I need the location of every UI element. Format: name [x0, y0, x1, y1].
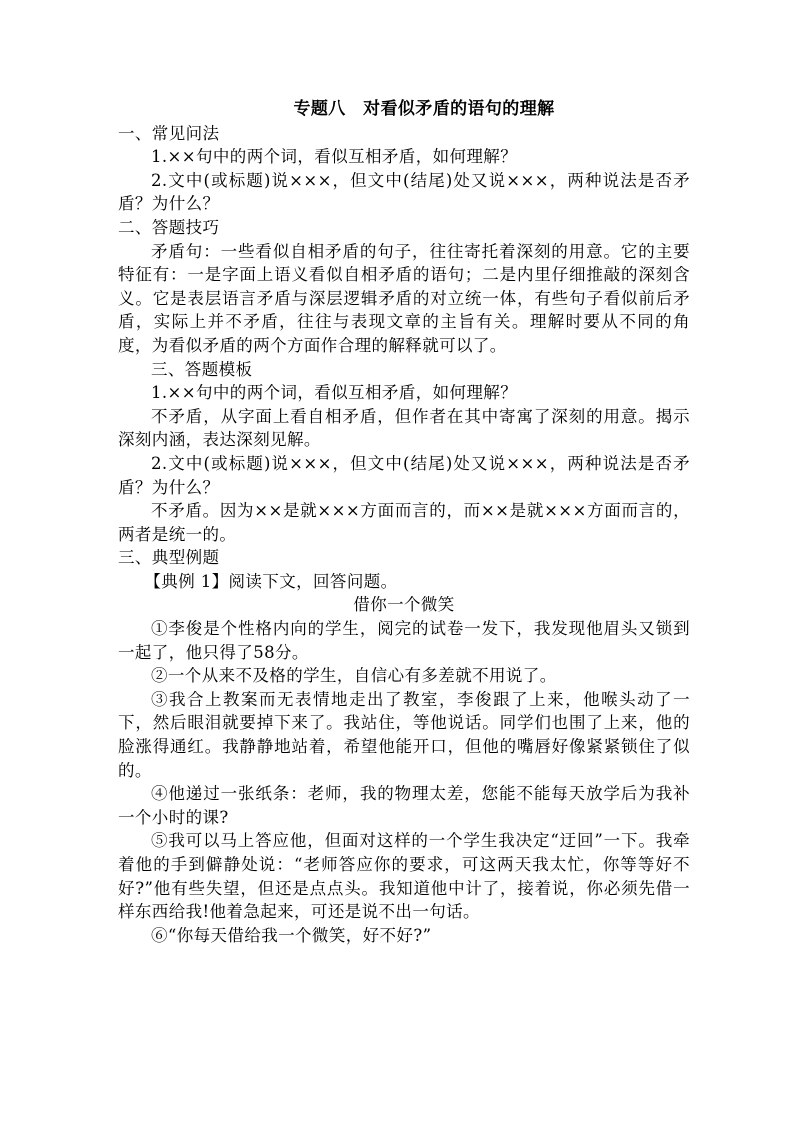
- story-paragraph: ③我合上教案而无表情地走出了教室，李俊跟了上来，他喉头动了一下，然后眼泪就要掉下来了。我站住，等他说话。同学们也围了上来，他的脸涨得通红。我静静地站着，希望他能开口，但他的嘴唇好像紧紧锁住了似的。: [118, 689, 690, 780]
- common-question-2: 2.文中(或标题)说×××，但文中(结尾)处又说×××，两种说法是否矛盾？为什么？: [118, 170, 690, 214]
- template-question-1: 1.××句中的两个词，看似互相矛盾，如何理解？: [151, 383, 518, 403]
- answer-tips-body: 矛盾句：一些看似自相矛盾的句子，往往寄托着深刻的用意。它的主要特征有：一是字面上语义看似自相矛盾的语句；二是内里仔细推敲的深刻含义。它是表层语言矛盾与深层逻辑矛盾的对立统一体，有些句子看似前后矛盾，实际上并不矛盾，往往与表现文章的主旨有关。理解时要从不同的角度，为看似矛盾的两个方面作合理的解释就可以了。: [118, 241, 690, 355]
- section-heading-answer-template: 三、答题模板: [151, 359, 253, 379]
- story-paragraph: ⑥“你每天借给我一个微笑，好不好?”: [151, 925, 432, 945]
- document-title: 专题八 对看似矛盾的语句的理解: [293, 99, 555, 119]
- section-heading-common-questions: 一、常见问法: [118, 123, 220, 143]
- template-answer-1: 不矛盾，从字面上看自相矛盾，但作者在其中寄寓了深刻的用意。揭示深刻内涵，表达深刻见解。: [118, 406, 690, 450]
- story-paragraph: ②一个从来不及格的学生，自信心有多差就不用说了。: [151, 666, 557, 686]
- common-question-1: 1.××句中的两个词，看似互相矛盾，如何理解？: [151, 147, 518, 167]
- story-paragraph: ⑤我可以马上答应他，但面对这样的一个学生我决定“迂回”一下。我牵着他的手到僻静处说：“老师答应你的要求，可这两天我太忙，你等等好不好?”他有些失望，但还是点点头。我知道他中计了，接着说，你必须先借一样东西给我!他着急起来，可还是说不出一句话。: [118, 831, 690, 922]
- story-paragraph: ④他递过一张纸条：老师，我的物理太差，您能不能每天放学后为我补一个小时的课?: [118, 784, 690, 827]
- story-title: 借你一个微笑: [353, 595, 455, 615]
- section-heading-examples: 三、典型例题: [118, 548, 220, 568]
- section-heading-answer-tips: 二、答题技巧: [118, 217, 220, 237]
- story-paragraph: ①李俊是个性格内向的学生，阅完的试卷一发下，我发现他眉头又锁到一起了，他只得了58分。: [118, 619, 690, 662]
- example-intro: 【典例 1】阅读下文，回答问题。: [144, 571, 398, 591]
- template-question-2: 2.文中(或标题)说×××，但文中(结尾)处又说×××，两种说法是否矛盾？为什么？: [118, 453, 690, 497]
- template-answer-2: 不矛盾。因为××是就×××方面而言的，而××是就×××方面而言的，两者是统一的。: [118, 501, 690, 544]
- document-page: [118, 98, 690, 947]
